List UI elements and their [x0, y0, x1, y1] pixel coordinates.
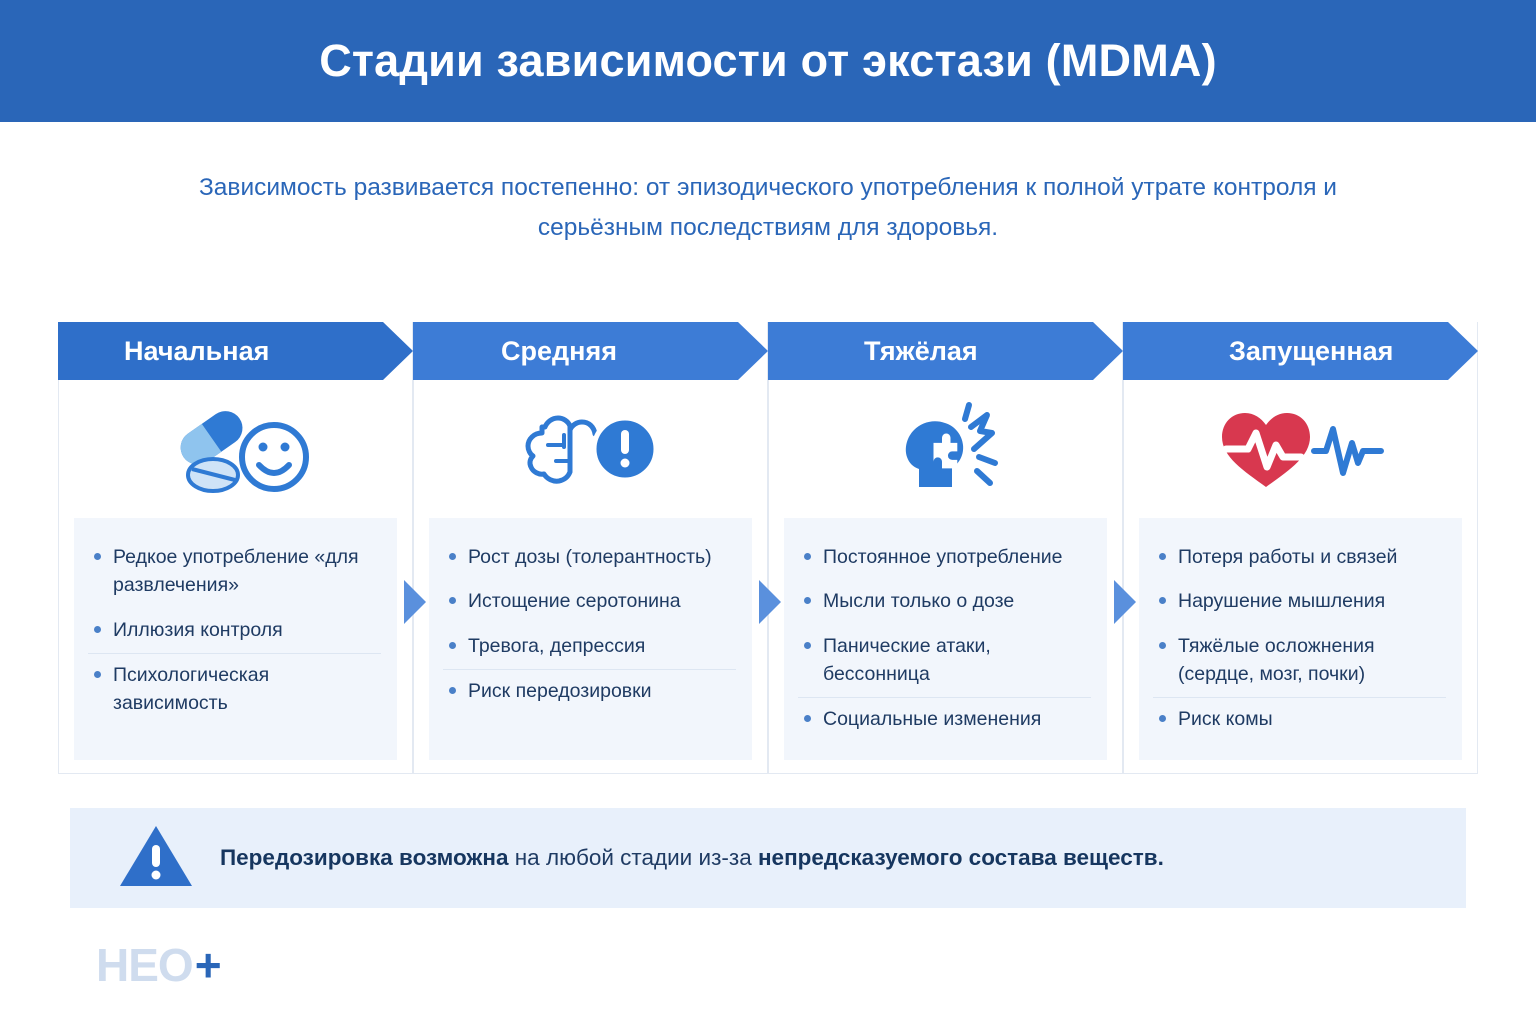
bullet-icon [449, 553, 456, 560]
page-header [0, 0, 1536, 122]
list-item [798, 580, 1091, 624]
point-text: Риск комы [1178, 708, 1273, 731]
bullet-icon [804, 597, 811, 604]
stage-card-4 [1123, 322, 1478, 774]
brand-logo [96, 938, 222, 992]
point-text: Мысли только о дозе [823, 590, 1015, 613]
point-text: Редкое употребление «для развлечения» [113, 546, 359, 597]
list-item [1153, 697, 1446, 742]
head-puzzle-icon [768, 380, 1123, 518]
list-item [1153, 625, 1446, 698]
list-item [88, 536, 381, 609]
bullet-icon [449, 687, 456, 694]
point-text: Рост дозы (толерантность) [468, 546, 712, 568]
bullet-icon [94, 626, 101, 633]
stage-card-2 [413, 322, 768, 774]
logo-plus-icon: + [194, 939, 222, 991]
list-item [88, 609, 381, 653]
list-item [443, 536, 736, 580]
stage-connector-arrow-3 [1114, 580, 1136, 624]
point-text: Тяжёлые осложнения (сердце, мозг, почки) [1178, 634, 1375, 685]
warning-lead: Передозировка возможна [220, 845, 509, 870]
point-text: Истощение серотонина [468, 590, 681, 613]
bullet-icon [1159, 597, 1166, 604]
point-text: Потеря работы и связей [1178, 546, 1398, 568]
list-item [1153, 536, 1446, 580]
stages-container [58, 322, 1478, 774]
intro-text: Зависимость развивается постепенно: от эпизодического употребления к полной утрате контроля и серьёзным последствиям для здоровья. [199, 174, 1337, 242]
stage-points-1 [74, 518, 397, 760]
bullet-icon [804, 715, 811, 722]
list-item [443, 669, 736, 714]
point-text: Панические атаки, бессонница [823, 634, 991, 685]
stage-points-3 [784, 518, 1107, 760]
stage-card-1 [58, 322, 413, 774]
list-item [798, 697, 1091, 742]
logo-text: HEO [96, 939, 193, 991]
page-title: Стадии зависимости от экстази (MDMA) [319, 35, 1217, 86]
bullet-icon [94, 553, 101, 560]
warning-triangle-icon [118, 823, 194, 894]
bullet-icon [94, 671, 101, 678]
stage-connector-arrow-1 [404, 580, 426, 624]
stage-header-2 [413, 322, 768, 380]
stage-points-2 [429, 518, 752, 760]
list-item [443, 625, 736, 669]
point-text: Тревога, депрессия [468, 634, 646, 657]
point-text: Постоянное употребление [823, 546, 1063, 568]
stage-connector-arrow-2 [759, 580, 781, 624]
pills-smiley-icon [58, 380, 413, 518]
warning-emphasis: непредсказуемого состава веществ. [757, 845, 1164, 870]
point-text: Нарушение мышления [1178, 590, 1386, 613]
stage-header-4 [1123, 322, 1478, 380]
warning-banner [70, 808, 1466, 908]
warning-middle: на любой стадии из-за [508, 845, 758, 870]
bullet-icon [804, 642, 811, 649]
bullet-icon [1159, 715, 1166, 722]
list-item [1153, 580, 1446, 624]
heart-pulse-icon [1123, 380, 1478, 518]
point-text: Психологическая зависимость [113, 663, 270, 715]
bullet-icon [804, 553, 811, 560]
stage-header-1 [58, 322, 413, 380]
bullet-icon [1159, 642, 1166, 649]
list-item [798, 625, 1091, 698]
stage-label-2: Средняя [501, 335, 617, 366]
stage-label-4: Запущенная [1229, 335, 1394, 366]
list-item [798, 536, 1091, 580]
list-item [443, 580, 736, 624]
list-item [88, 653, 381, 727]
bullet-icon [449, 597, 456, 604]
stage-label-3: Тяжёлая [864, 335, 978, 366]
point-text: Иллюзия контроля [113, 618, 283, 641]
bullet-icon [449, 642, 456, 649]
stage-label-1: Начальная [124, 335, 270, 366]
point-text: Риск передозировки [468, 679, 652, 702]
warning-text [220, 845, 1164, 871]
stage-header-3 [768, 322, 1123, 380]
brain-alert-icon [413, 380, 768, 518]
stage-points-4 [1139, 518, 1462, 760]
point-text: Социальные изменения [823, 708, 1042, 731]
stage-card-3 [768, 322, 1123, 774]
bullet-icon [1159, 553, 1166, 560]
